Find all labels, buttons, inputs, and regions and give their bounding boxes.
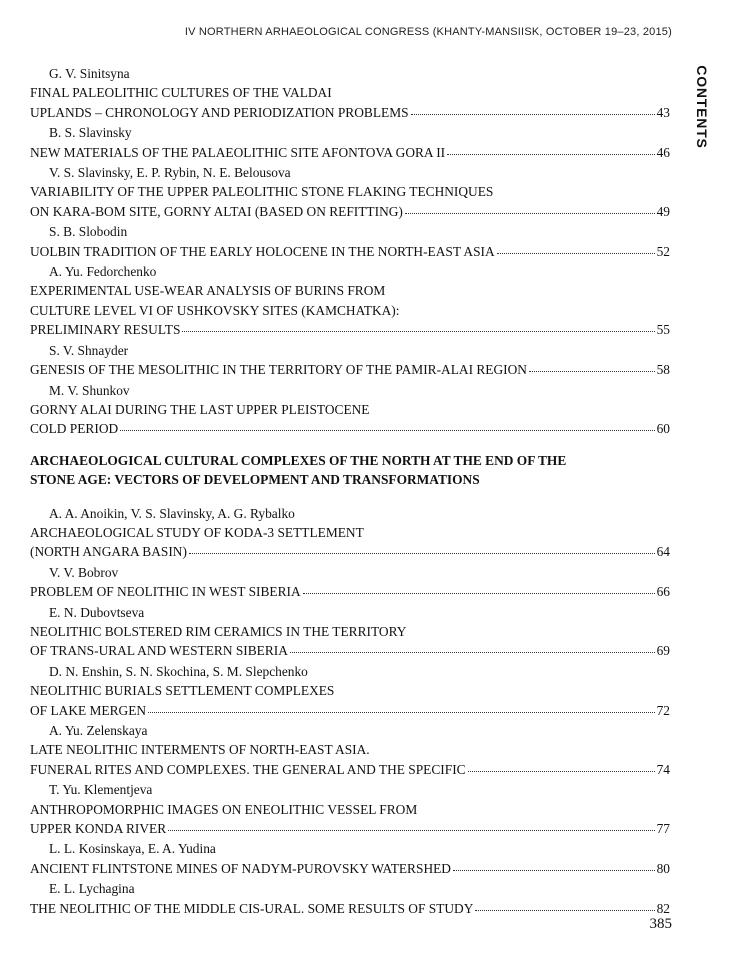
page-number: 385: [649, 916, 672, 932]
toc-entry-authors: A. Yu. Zelenskaya: [49, 723, 148, 738]
toc-entry-title-line: [30, 400, 670, 419]
toc-entry-title-text: ANCIENT FLINTSTONE MINES OF NADYM-PUROVSKY WATERSHED: [30, 860, 451, 876]
toc-entry-page-number: 52: [656, 243, 670, 259]
toc-entry-title-line: [30, 819, 670, 838]
toc-entry[interactable]: [30, 603, 670, 661]
toc-entry-authors: A. Yu. Fedorchenko: [49, 264, 157, 280]
toc-entry-title-text: NEW MATERIALS OF THE PALAEOLITHIC SITE AFONTOVA GORA II: [30, 144, 446, 160]
section-heading-line: ARCHAEOLOGICAL CULTURAL COMPLEXES OF THE NORTH AT THE END OF THE: [30, 452, 567, 468]
toc-entry-authors: E. N. Dubovtseva: [49, 604, 145, 620]
toc-entry-authors: M. V. Shunkov: [49, 382, 130, 398]
dot-leader: [411, 104, 655, 115]
toc-entry[interactable]: [30, 879, 670, 918]
dot-leader: [189, 543, 655, 554]
toc-entry-page-number: 82: [656, 900, 670, 916]
dot-leader: [468, 761, 655, 772]
toc-entry-title-text: OF LAKE MERGEN: [30, 702, 147, 718]
toc-entry-title-text: ON KARA-BOM SITE, GORNY ALTAI (BASED ON REFITTING): [30, 203, 403, 219]
section-heading-line: STONE AGE: VECTORS OF DEVELOPMENT AND TRANSFORMATIONS: [30, 472, 480, 488]
toc-entry-page-number: 64: [656, 544, 670, 560]
toc-entry[interactable]: [30, 504, 670, 562]
dot-leader: [182, 321, 654, 332]
toc-entry[interactable]: [30, 341, 670, 380]
toc-entry-title-text: COLD PERIOD: [30, 421, 119, 437]
toc-entry-title-text: PRELIMINARY RESULTS: [30, 322, 181, 338]
toc-entry[interactable]: [30, 163, 670, 221]
toc-entry-page-number: 60: [656, 421, 670, 437]
toc-entry-title-text: ANTHROPOMORPHIC IMAGES ON ENEOLITHIC VESSEL FROM: [30, 801, 418, 817]
toc-entry[interactable]: [30, 839, 670, 878]
toc-entry-page-number: 77: [656, 821, 670, 837]
toc-entry-title-text: FUNERAL RITES AND COMPLEXES. THE GENERAL AND THE SPECIFIC: [30, 761, 466, 777]
toc-entry[interactable]: [30, 780, 670, 838]
toc-entry-page-number: 43: [656, 104, 670, 120]
toc-entry[interactable]: [30, 64, 670, 122]
toc-entry-title-text: NEOLITHIC BURIALS SETTLEMENT COMPLEXES: [30, 683, 335, 699]
toc-entry-title-line: [30, 523, 670, 542]
toc-entry-title-line: [30, 701, 670, 720]
section-heading: [30, 451, 670, 490]
toc-entry-page-number: 66: [656, 584, 670, 600]
dot-leader: [303, 583, 655, 594]
running-head: IV NORTHERN ARHAEOLOGICAL CONGRESS (KHANTY-MANSIISK, OCTOBER 19–23, 2015): [184, 26, 672, 38]
toc-entry-title-line: [30, 281, 670, 300]
toc-entry-title-text: VARIABILITY OF THE UPPER PALEOLITHIC STONE FLAKING TECHNIQUES: [30, 184, 494, 200]
toc-entry-title-text: ARCHAEOLOGICAL STUDY OF KODA-3 SETTLEMENT: [30, 524, 364, 540]
toc-entry-title-line: [30, 320, 670, 339]
toc-entry-title-line: [30, 542, 670, 561]
toc-entry-authors: G. V. Sinitsyna: [49, 66, 130, 81]
toc-entry-page-number: 49: [656, 203, 670, 219]
toc-entry-authors: T. Yu. Klementjeva: [49, 782, 153, 798]
dot-leader: [529, 361, 655, 372]
toc-entry-title-text: FINAL PALEOLITHIC CULTURES OF THE VALDAI: [30, 85, 332, 101]
toc-entry-page-number: 72: [656, 702, 670, 718]
dot-leader: [120, 420, 654, 431]
toc-entry-title-line: [30, 800, 670, 819]
toc-entry-title-text: EXPERIMENTAL USE-WEAR ANALYSIS OF BURINS FROM: [30, 283, 386, 299]
toc-entry-title-line: [30, 301, 670, 320]
toc-entry[interactable]: [30, 563, 670, 602]
toc-entry-page-number: 58: [656, 362, 670, 378]
toc-entry-title-text: UOLBIN TRADITION OF THE EARLY HOLOCENE IN THE NORTH-EAST ASIA: [30, 243, 495, 259]
toc-entry-title-text: PROBLEM OF NEOLITHIC IN WEST SIBERIA: [30, 584, 301, 600]
toc-entry[interactable]: [30, 662, 670, 720]
toc-entry-title-line: [30, 419, 670, 438]
contents-side-tab: [692, 64, 712, 150]
dot-leader: [453, 860, 655, 871]
contents-side-tab-label: CONTENTS: [694, 65, 710, 149]
toc-entry-authors: E. L. Lychagina: [49, 881, 135, 897]
table-of-contents: [30, 64, 670, 919]
toc-entry-authors: V. V. Bobrov: [49, 564, 119, 580]
toc-entry-title-line: [30, 582, 670, 601]
toc-entry-authors: V. S. Slavinsky, E. P. Rybin, N. E. Belousova: [49, 165, 291, 181]
toc-entry-title-line: [30, 242, 670, 261]
toc-entry-title-text: GENESIS OF THE MESOLITHIC IN THE TERRITORY OF THE PAMIR-ALAI REGION: [30, 362, 527, 378]
toc-entry[interactable]: [30, 123, 670, 162]
toc-entry-title-line: [30, 103, 670, 122]
toc-entry-page-number: 69: [656, 643, 670, 659]
toc-entry-title-text: (NORTH ANGARA BASIN): [30, 544, 187, 560]
toc-entry-title-text: GORNY ALAI DURING THE LAST UPPER PLEISTOCENE: [30, 401, 370, 417]
toc-entry-authors: S. B. Slobodin: [49, 224, 128, 240]
toc-entry-title-line: [30, 143, 670, 162]
toc-entry-page-number: 46: [656, 144, 670, 160]
dot-leader: [290, 642, 655, 653]
toc-entry-title-line: [30, 83, 670, 102]
toc-entry[interactable]: [30, 262, 670, 340]
dot-leader: [148, 702, 655, 713]
toc-entry[interactable]: [30, 381, 670, 439]
dot-leader: [405, 203, 655, 214]
toc-entry-title-text: CULTURE LEVEL VI OF USHKOVSKY SITES (KAMCHATKA):: [30, 302, 400, 318]
toc-entry-title-line: [30, 681, 670, 700]
toc-entry-title-text: LATE NEOLITHIC INTERMENTS OF NORTH-EAST ASIA.: [30, 742, 370, 758]
dot-leader: [447, 144, 654, 155]
toc-entry-authors: L. L. Kosinskaya, E. A. Yudina: [49, 841, 216, 857]
toc-entry-page-number: 80: [656, 860, 670, 876]
toc-entry-title-line: [30, 740, 670, 759]
toc-entry-page-number: 55: [656, 322, 670, 338]
toc-entry-title-line: [30, 760, 670, 779]
toc-entry-authors: S. V. Shnayder: [49, 342, 129, 358]
toc-entry-title-text: UPPER KONDA RIVER: [30, 821, 167, 837]
toc-entry-page-number: 74: [656, 761, 670, 777]
dot-leader: [497, 243, 655, 254]
toc-entry-title-text: THE NEOLITHIC OF THE MIDDLE CIS-URAL. SOME RESULTS OF STUDY: [30, 900, 474, 916]
toc-entry-title-line: [30, 641, 670, 660]
toc-entry-title-line: [30, 622, 670, 641]
toc-entry-title-line: [30, 202, 670, 221]
toc-entry-title-text: UPLANDS – CHRONOLOGY AND PERIODIZATION PROBLEMS: [30, 104, 409, 120]
toc-entry[interactable]: [30, 721, 670, 779]
dot-leader: [168, 820, 654, 831]
toc-entry-authors: B. S. Slavinsky: [49, 125, 132, 141]
toc-entry-title-line: [30, 859, 670, 878]
toc-entry-title-line: [30, 360, 670, 379]
toc-entry-authors: A. A. Anoikin, V. S. Slavinsky, A. G. Rybalko: [49, 505, 295, 521]
toc-entry-title-line: [30, 182, 670, 201]
toc-entry-title-text: NEOLITHIC BOLSTERED RIM CERAMICS IN THE TERRITORY: [30, 623, 407, 639]
toc-entry[interactable]: [30, 222, 670, 261]
dot-leader: [475, 900, 654, 911]
toc-entry-title-text: OF TRANS-URAL AND WESTERN SIBERIA: [30, 643, 288, 659]
toc-entry-authors: D. N. Enshin, S. N. Skochina, S. M. Slepchenko: [49, 663, 308, 679]
